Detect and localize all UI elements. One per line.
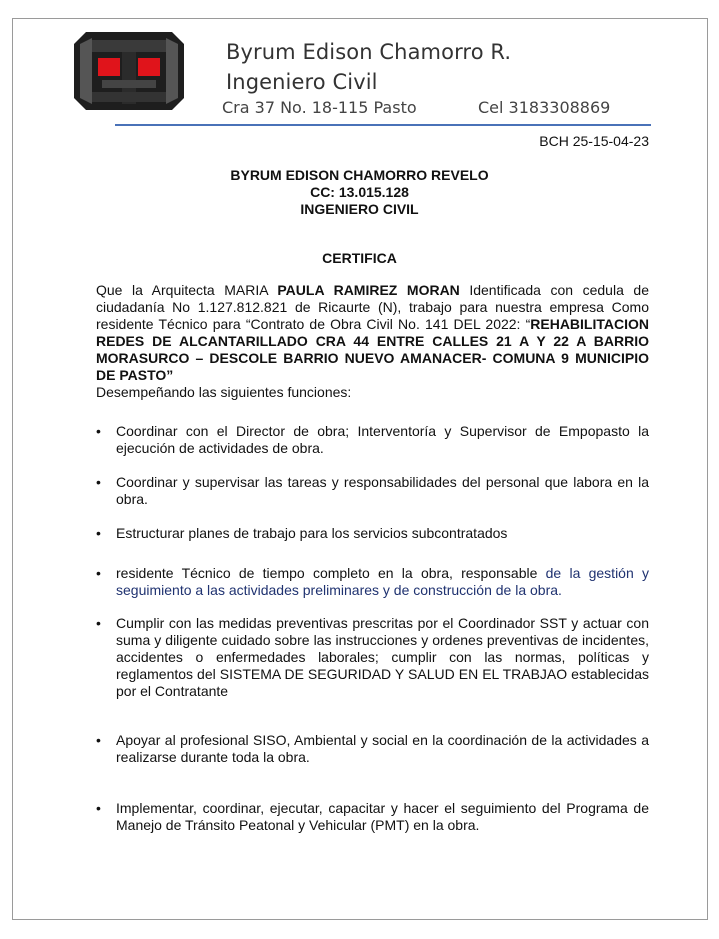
issuer-profession: INGENIERO CIVIL (300, 201, 419, 217)
function-item (96, 615, 649, 700)
intro-paragraph (96, 282, 649, 384)
bullet-icon: • (96, 423, 101, 439)
function-text-part-2: de la gestión y seguimiento a las actividades preliminares y de construcción de la obra. (116, 565, 649, 598)
bullet-icon: • (96, 732, 101, 748)
letterhead-name: Byrum Edison Chamorro R. (226, 40, 512, 64)
issuer-id: CC: 13.015.128 (310, 184, 409, 200)
function-item (96, 525, 649, 542)
bullet-icon: • (96, 525, 101, 541)
letterhead-divider (115, 124, 651, 126)
bullet-icon: • (96, 565, 101, 581)
function-text (116, 565, 649, 599)
function-item (96, 474, 649, 508)
function-item (96, 800, 649, 834)
function-text: Apoyar al profesional SISO, Ambiental y social en la coordinación de la actividades a realizarse durante toda la obra. (116, 732, 649, 765)
letterhead-phone: Cel 3183308869 (478, 98, 611, 117)
function-text: Cumplir con las medidas preventivas prescritas por el Coordinador SST y actuar con suma y diligente cuidado sobre las instrucciones y ordenes preventivas de incidentes, accidentes o enfermedades laborales; cumplir con las normas, políticas y reglamentos del SISTEMA DE SEGURIDAD Y SALUD EN EL TRABJAO establecidas por el Contratante (116, 615, 649, 699)
function-text-part-1: residente Técnico de tiempo completo en la obra, responsable (116, 565, 546, 581)
functions-intro: Desempeñando las siguientes funciones: (96, 384, 352, 400)
document-reference: BCH 25-15-04-23 (539, 133, 649, 149)
letterhead-address: Cra 37 No. 18-115 Pasto (222, 98, 417, 117)
function-text: Estructurar planes de trabajo para los servicios subcontratados (116, 525, 508, 541)
function-item (96, 732, 649, 766)
company-logo-icon (72, 30, 186, 112)
page-frame (12, 18, 708, 920)
bullet-icon: • (96, 474, 101, 490)
bullet-icon: • (96, 615, 101, 631)
function-item (96, 565, 649, 599)
issuer-name: BYRUM EDISON CHAMORRO REVELO (230, 167, 489, 183)
function-text: Coordinar y supervisar las tareas y responsabilidades del personal que labora en la obra. (116, 474, 649, 507)
function-item (96, 423, 649, 457)
intro-text-2: Identificada con cedula de ciudadanía No 1.127.812.821 de Ricaurte (N), trabajo para nuestra empresa Como residente Técnico para “Contrato de Obra Civil No. 141 DEL 2022: “ (96, 282, 649, 332)
letterhead-title: Ingeniero Civil (226, 70, 378, 94)
bullet-icon: • (96, 800, 101, 816)
intro-project-name: REHABILITACION REDES DE ALCANTARILLADO CRA 44 ENTRE CALLES 21 A Y 22 A BARRIO MORASURCO – DESCOLE BARRIO NUEVO AMANACER- COMUNA 9 MUNICIPIO DE PASTO” (96, 316, 649, 383)
function-text: Coordinar con el Director de obra; Interventoría y Supervisor de Empopasto la ejecución de actividades de obra. (116, 423, 649, 456)
intro-person-name: PAULA RAMIREZ MORAN (277, 282, 460, 298)
function-text: Implementar, coordinar, ejecutar, capacitar y hacer el seguimiento del Programa de Manejo de Tránsito Peatonal y Vehicular (PMT) en la obra. (116, 800, 649, 833)
certifica-heading: CERTIFICA (322, 250, 397, 266)
intro-text-1: Que la Arquitecta MARIA (96, 282, 278, 298)
